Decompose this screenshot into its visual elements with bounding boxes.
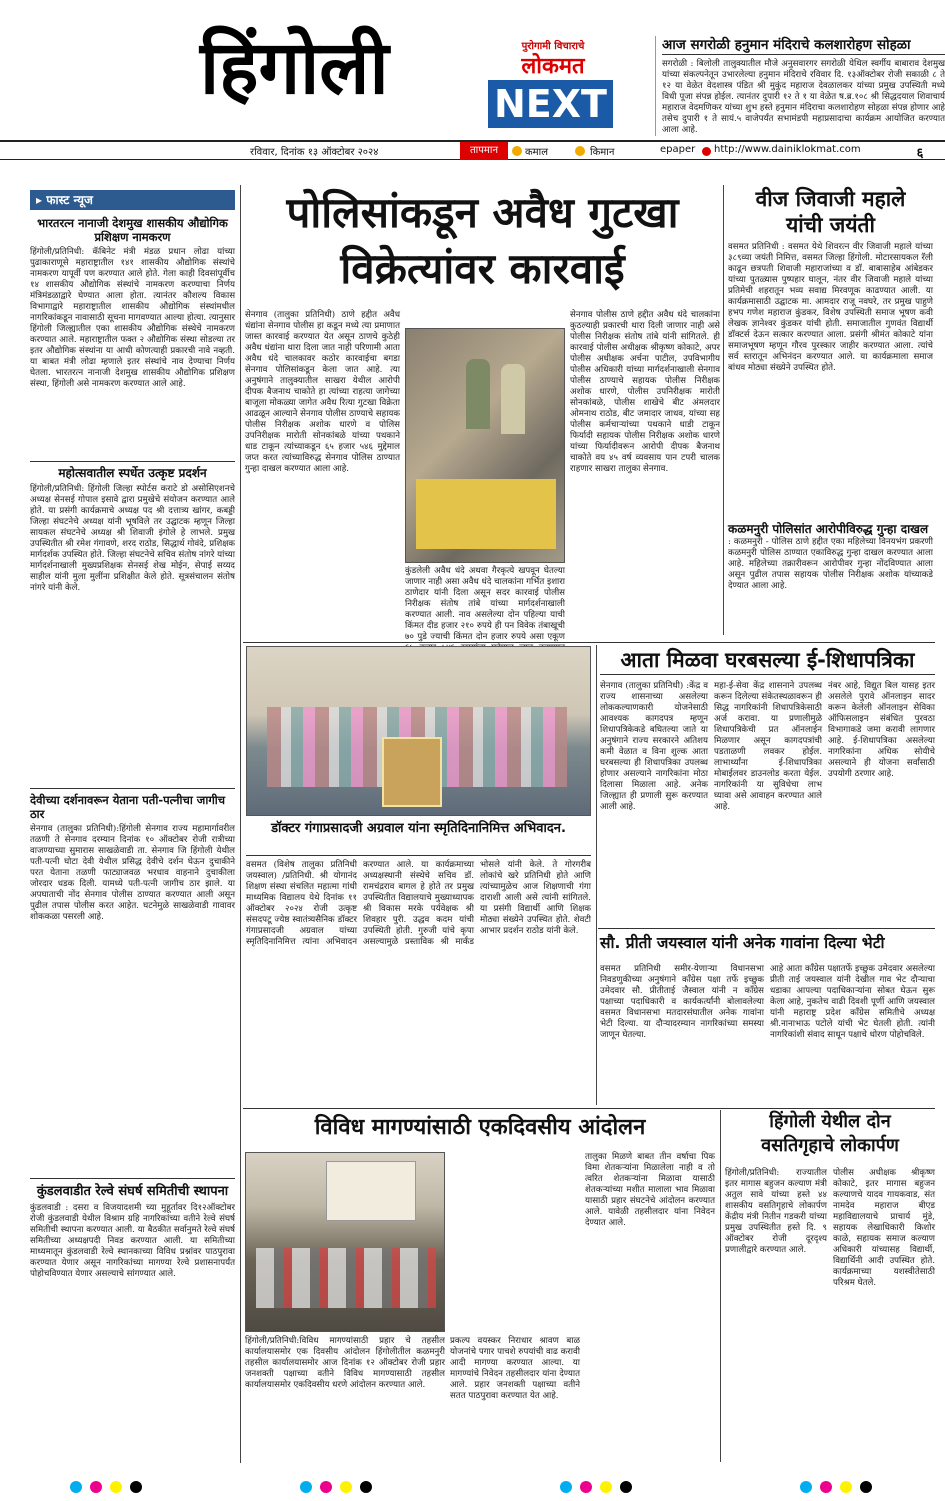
lead-photo [405, 328, 565, 563]
kalamnuri-story [728, 522, 933, 640]
birth-headline-2: यांची जयंती [786, 213, 875, 237]
andolan-col-3: तालुका मिळणे बाबत तीन वर्षाचा पिक विमा शेतकऱ्यांना मिळालेला नाही व तो त्वरित शेतकऱ्यांना मिळावा यासाठी शेतकऱ्यांच्या मशीत मालाला भाव मिळावा यासाठी प्रहार संघटनेचे आंदोलन करण्यात आले. यावेळी तहसीलदार यांना निवेदन देण्यात आले. [585, 1152, 715, 1228]
website-url[interactable]: http://www.dainiklokmat.com [714, 144, 861, 155]
protest-photo [245, 1152, 445, 1332]
news-body: कुंडलवाडी : दसरा व विजयादशमी च्या मुहूर्तावर दि१२ऑक्टोबर रोजी कुंडलवाडी येथील विश्राम ग्रहि नागरिकांच्या वतीने रेल्वे संघर्ष समितीची स्थापना करण्यात आली. या बैठकीत सर्वानुमते रेल्वे संघर्ष समितीच्या अध्यक्षपदी निवड करण्यात आली. या समितीच्या माध्यमातून कुंडलवाडी रेल्वे स्थानकाच्या विविध प्रश्नांवर पाठपुरावा करण्यात येणार असून नागरिकांच्या मागण्या रेल्वे प्रशासनापर्यंत पोहोचविण्यात येणार असल्याचे सांगण्यात आले. [30, 1203, 235, 1279]
news-headline: महोत्सवातील स्पर्धेत उत्कृष्ट प्रदर्शन [58, 466, 207, 480]
preeti-headline: सौ. प्रीती जयस्वाल यांनी अनेक गावांना दिल्या भेटी [600, 934, 885, 952]
news-headline: कुंडलवाडीत रेल्वे संघर्ष समितीची स्थापना [36, 1184, 229, 1199]
news-headline: देवीच्या दर्शनावरून येताना पती-पत्नीचा जागीच ठार [30, 793, 226, 821]
andolan-story [245, 1110, 715, 1465]
sun-icon [512, 146, 522, 156]
globe-icon [702, 147, 711, 156]
paper-title: हिंगोली [200, 25, 389, 111]
news-body: हिंगोली/प्रतिनिधी: हिंगोली जिल्हा स्पोर्टस कराटे डो असोसिएशनचे अध्यक्ष सेनसई गोपाल इसावे द्वारा प्रमुखेचे संयोजन करण्यात आले होते. या प्रसंगी कार्यक्रमाचे अध्यक्ष पद श्री दत्तात्र्य खांगर, कबड्डी जिल्हा संघटनेचे अध्यक्ष यांनी भूषविले तर उद्घाटक म्हणून जिल्हा सायकल संघटनेचे अध्यक्ष श्री शिवाजी इंगोले हे लाभले. प्रमुख उपस्थितीत श्री रमेश गंगावणे, शरद राठोड, सिद्धार्थ गोवंदे, प्रशिक्षक मार्गदर्शक उपस्थित होते. जिल्हा संघटनेचे सचिव संतोष नांगरे यांच्या मार्गदर्शनाखाली मुख्यप्रशिक्षक सेनसई शेख मोईन, सेपाई सय्यद साहील यांनी मुला मुलींना प्रशिक्षीत केले होते. सूत्रसंचालन संतोष नांगरे यांनी केले. [30, 484, 235, 593]
brand-tagline: पुरोगामी विचाराचे [521, 41, 585, 52]
e-ration-col-2: महा-ई-सेवा केंद्र शासनाने उपलब्ध करून दिलेल्या संकेतस्थळावरून ही सिद्ध नागरिकांनी शिधापत्रिकेसाठी अर्ज करावा. या प्रणालीमुळे शिधापत्रिकेची प्रत ऑनलाईन मिळणार असून कागदपत्रांची पडताळणी लवकर होईल. लाभार्थ्यांना ई-शिधापत्रिका मोबाईलवर डाउनलोड करता येईल. नागरिकांनी या सुविधेचा लाभ घ्यावा असे आवाहन करण्यात आले आहे. [714, 681, 822, 812]
kalamnuri-body: : कळमनुरी - पोलिस ठाणे हद्दीत एका महिलेच्या विनयभंग प्रकरणी कळमनुरी पोलिस ठाण्यात एकाविरुद्ध गुन्हा दाखल करण्यात आला आहे. महिलेच्या तक्रारीवरून आरोपीवर गुन्हा नोंदविण्यात आला असून पुढील तपास सहायक पोलीस निरीक्षक अशोक यांच्याकडे देण्यात आला आहे. [728, 537, 933, 591]
felicitation-photo [246, 646, 591, 816]
lead-column-1: सेनगाव (तालुका प्रतिनिधी) ठाणे हद्दीत अवैध धंद्यांना सेनगाव पोलीस हा कडून मध्ये त्या प्रमाणात जास्त कारवाई करण्यात येत असून ठाणचे कुठेही अवैध धंद्यांना थारा दिला जात नाही परिणामी आता अवैध धंदे चालकावर कठोर कारवाईचा बगडा सेनगाव पोलिसांकडून केला जात आहे. त्या अनुषंगाने तालुक्यातील साखरा येथील आरोपी दीपक बैजनाथ चाकोते हा त्यांच्या राहत्या जागेच्या बाजूला मोकळ्या जागेत अवैध रित्या गुटखा विक्रेता आढळून आल्याने सेनगाव पोलीस ठाण्याचे सहायक पोलीस निरीक्षक अशोक धारणे व पोलिस उपनिरीक्षक मारोती सोनकांबळे यांच्या पथकाने धाड टाकून त्यांच्याकडून ६५ हजार ५४६ मुद्देमाल जप्त करत त्यांच्याविरुद्ध सेनगाव पोलिस ठाण्यात गुन्हा दाखल करण्यात आला आहे. [245, 310, 400, 474]
top-story-body: सगरोळी : बिलोली तालुक्यातील मौजे अनुसवारगर सगरोळी येथिल स्वर्गीय बाबाराव देशमुख यांच्या संकल्पनेतून उभारलेल्या हनुमान मंदिराचे रविवार दि. १३ऑक्टोबर रोजी सकाळी ८ ते १२ या वेळेत वेदशास्त्र पंडित श्री मुकुंद महाराज देवळालकर यांच्या प्रमुख उपस्थिती मध्ये विधी पूजा संपन्न होईल. त्यानंतर दुपारी १२ ते १ या वेळेत ष.ब्र.१०८ श्री सिद्धदयाल शिवाचार्य महाराज वेदमणिकर यांच्या शुभ हस्ते हनुमान मंदिराचा कलशारोहण सोहळा संपन्न होणार आहे तसेच दुपारी १ ते सायं.५ वाजेपर्यंत सभामंडपी महाप्रसादाचा कार्यक्रम आयोजित करण्यात आला आहे. [662, 59, 945, 135]
news-body: सेनगाव (तालुका प्रतिनिधी):हिंगोली सेनगाव राज्य महामार्गावरील तळणी ते सेनगाव दरम्यान दिनांक १० ऑक्टोबर रोजी रात्रीच्या वाजण्याच्या सुमारास साखळेवाडी ता. सेनगाव जि हिंगोली येथील पती-पत्नी घोटा देवी येथील प्रसिद्ध देवीचे दर्शन घेऊन दुचाकीने परत येताना तळणी फाट्याजवळ भरधाव वाहनाने दुचाकीला जोरदार धडक दिली. यामध्ये पती-पत्नी जागीच ठार झाले. या अपघाताची नोंद सेनगाव पोलीस ठाण्यात करण्यात आली असून पुढील तपास पोलीस करत आहेत. घटनेमुळे साखळेवाडी गावावर शोककळा पसरली आहे. [30, 824, 235, 922]
e-ration-col-3: नंबर आहे, विद्युत बिल यासह इतर असलेले पुरावे ऑनलाइन सादर करून केलेली ऑनलाइन सेविका ऑफिसलाइन संबंधित पुरवठा विभागाकडे जमा करावी लागणार आहे. ई-शिधापत्रिका असलेल्या नागरिकांना अधिक सोयीचे असल्याने ही योजना सर्वांसाठी उपयोगी ठरणार आहे. [828, 681, 935, 779]
date-bar [0, 140, 945, 160]
birth-headline-1: वीज जिवाजी महाले [755, 187, 906, 211]
hostel-col-1: हिंगोली/प्रतिनिधी: राज्यातील इतर मागास बहुजन कल्याण मंत्री अतुल सावे यांच्या हस्ते ४४ शासकीय वसतिगृहाचे लोकार्पण केंद्रीय मंत्री नितीन गडकरी यांच्या प्रमुख उपस्थितीत हस्ते दि. ९ ऑक्टोबर रोजी दूरदृश्य प्रणालीद्वारे करण्यात आले. [725, 1168, 827, 1255]
e-ration-col-1: सेनगाव (तालुका प्रतिनिधी) :केंद्र व राज्य शासनाच्या असलेल्या लोककल्याणकारी योजनेसाठी आवश्यक कागदपत्र म्हणून शिधापत्रिकेकडे बघितल्या जाते या अनुषंगाने राज्य सरकारने अतिशय कमी वेळात व विना शुल्क आता घरबसल्या ही शिधापत्रिका उपलब्ध होणार असल्याने नागरिकांना मोठा दिलासा मिळाला आहे. अनेक जिल्ह्यात ही प्रणाली सुरू करण्यात आली आहे. [600, 681, 708, 812]
temp-min: किमान [590, 147, 615, 158]
hostel-col-2: पोलीस अधीक्षक श्रीकृष्ण कोकाटे, इतर मागास बहुजन कल्याणचे यादव गायकवाड, संत नामदेव महाराज बीएड महाविद्यालयाचे प्राचार्य मुंडे, सहायक लेखाधिकारी किशोर काळे, सहायक समाज कल्याण अधिकारी यांच्यासह विद्यार्थी, विद्यार्थिनी आदी उपस्थित होते. कार्यक्रमाच्या यशस्वीतेसाठी परिश्रम घेतले. [833, 1168, 935, 1288]
andolan-col-2: प्रकल्प वयस्कर निराधार श्रावण बाळ योजनांचे पगार पाचशे रुपयांची वाढ करावी आदी मागण्या करण्यात आल्या. या मागण्यांचे निवेदन तहसीलदार यांना देण्यात आले. प्रहार जनशक्ती पक्षाच्या वतीने सतत पाठपुरावा करण्यात येत आहे. [450, 1336, 580, 1401]
preeti-col-1: वसमत प्रतिनिधी समीर-येणाऱ्या विधानसभा निवडणुकीच्या अनुषंगाने काँग्रेस पक्षा तर्फे इच्छुक उमेदवार सौ. प्रीतीताई जैस्वाल यांनी न काँग्रेस पक्षाच्या पदाधिकारी व कार्यकर्त्यांनी बोलावलेल्या वसमत विधानसभा मतदारसंघातील अनेक गावांना भेटी दिल्या. या दौऱ्यादरम्यान नागरिकांच्या समस्या जाणून घेतल्या. [600, 964, 764, 1040]
epaper-label: epaper [660, 144, 696, 155]
andolan-col-1: हिंगोली/प्रतिनिधी:विविध मागण्यांसाठी प्रहार चे तहसील कार्यालयासमोर एक दिवसीय आंदोलन हिंगोलीतील कळमनुरी तहसील कार्यालयासमोर आज दिनांक १२ ऑक्टोबर रोजी प्रहार जनशक्ती पक्षाच्या वतीने विविध मागण्यासाठी तहसील कार्यालयासमोर एकदिवसीय धरणे आंदोलन करण्यात आले. [245, 1336, 445, 1390]
e-ration-story [600, 645, 935, 925]
news-item [30, 466, 235, 784]
agrawal-story-body: वसमत (विशेष तालुका प्रतिनिधी जयस्वाल) /प्रतिनिधी. श्री योगानंद शिक्षण संस्था संचलित महात्मा गांधी माध्यमिक विद्यालय येथे दिनांक ११ ऑक्टोबर २०२४ रोजी उत्कृष्ट संसदपटू ज्येष्ठ स्वातंत्र्यसैनिक डॉक्टर गंगाप्रसादजी अग्रवाल यांच्या स्मृतिदिनानिमित्त त्यांना अभिवादन करण्यात आले. या कार्यक्रमाच्या अध्यक्षस्थानी संस्थेचे सचिव डॉ. रामचंद्रराव बागल हे होते तर प्रमुख उपस्थितीत विद्यालयाचे मुख्याध्यापक श्री विकास मरके पर्यवेक्षक श्री शिवहार पुरी. उद्धव कदम यांची उपस्थिती होती. गुरुजी यांचे कृपा असल्यामुळे प्रस्ताविक श्री मार्कंड भोसले यांनी केले. ते गोरगरीब लोकांचे खरे प्रतिनिधी होते आणि त्यांच्यामुळेच आज शिक्षणाची गंगा दाराशी आली असे त्यांनी सांगितले. या प्रसंगी विद्यार्थी आणि शिक्षक मोठ्या संख्येने उपस्थित होते. शेवटी आभार प्रदर्शन राठोड यांनी केले. [246, 860, 591, 947]
lead-headline-2: विक्रेत्यांवर कारवाई [340, 244, 625, 293]
chevron-icon: ▸ [36, 193, 47, 207]
top-story-headline: आज सगरोळी हनुमान मंदिराचे कलशारोहण सोहळा [662, 36, 945, 55]
masthead [0, 0, 945, 140]
issue-date: रविवार, दिनांक १३ ऑक्टोबर २०२४ [250, 147, 379, 158]
news-item [30, 216, 235, 457]
brand-logo: लोकमत [521, 54, 585, 79]
lead-headline-1: पोलिसांकडून अवैध गुटखा [286, 188, 679, 237]
news-item [30, 793, 235, 1174]
preeti-col-2: आहे आता काँग्रेस पक्षातर्फे इच्छुक उमेदवार असलेल्या प्रीती ताई जयस्वाल यांनी देखील गाव भेट दौऱ्याचा धडाका आपल्या पदाधिकाऱ्यांना सोबत घेऊन सुरू केला आहे, नुकतेच वाढी दिवशी पूर्णी आणि जयस्वाल यांनी महाराष्ट्र प्रदेश काँग्रेस समितीचे अध्यक्ष श्री.नानाभाऊ पटोले यांची भेट घेतली होती. त्यांनी नागरिकांशी संवाद साधून पक्षाचे धोरण पोहोचविले. [770, 964, 935, 1040]
photo-caption: डॉक्टर गंगाप्रसादजी अग्रवाल यांना स्मृतिदिनानिमित्त अभिवादन. [246, 820, 591, 856]
news-body: हिंगोली/प्रतिनिधी: कॅबिनेट मंत्री मंडळ प्रधान लोढा यांच्या पुढाकाराणूसे महाराष्ट्रातील १४१ शासकीय औद्योगिक संस्थांचे नामकरण यापूर्वी पण करण्यात आले होते. गेला काही दिवसांपूर्वीच १४ शासकीय औद्योगिक संस्थांचे नामकरण करण्याचा निर्णय मंत्रिमंडळाद्वारे घेण्यात आला होता. त्यानंतर कौशल्य विकास विभागाद्वारे महाराष्ट्रातील शासकीय औद्योगिक संस्थांमधील नागरिकांकडून नावासाठी सूचना मागवण्यात आल्या होत्या. त्यानुसार हिंगोली जिल्ह्यातील एका शासकीय औद्योगिक संस्थेचे नामकरण करण्यात आले. महाराष्ट्रातील फक्त २ औद्योगिक संस्था सोडल्या तर इतर औद्योगिक संस्थांना या आधी कोणत्याही प्रकारची नावे नव्हती. या बाबत मंत्री लोढा म्हणाले इतर संस्थांचे नाव देण्याचा निर्णय घेतला. भारतरत्न नानाजी देशमुख शासकीय औद्योगिक प्रशिक्षण संस्था, हिंगोली असे नामकरण करण्यात आले आहे. [30, 247, 235, 389]
fast-news-banner [30, 190, 235, 210]
hostel-story [725, 1110, 935, 1465]
top-story [655, 36, 945, 136]
lead-column-3: सेनगाव पोलीस ठाणे हद्दीत अवैध धंदे चालकांना कुठल्याही प्रकारची थारा दिली जाणार नाही असे पोलीस निरीक्षक संतोष तांबे यांनी सांगितले. ही कारवाई पोलीस अधीक्षक श्रीकृष्ण कोकाटे, अपर पोलीस अधीक्षक अर्चना पाटील, उपविभागीय पोलीस अधिकारी यांच्या मार्गदर्शनाखाली सेनगाव पोलीस ठाण्याचे सहायक पोलीस निरीक्षक अशोक धारणे, पोलीस उपनिरीक्षक मारोती सोनकांबळे, पोलीस शाखेचे बीट अंमलदार ओमनाथ राठोड, बीट जमादार जाधव, यांच्या सह पोलीस कर्मचाऱ्यांच्या पथकाने धाडी टाकून फिर्यादी सहायक पोलीस निरीक्षक अशोक धारणे यांच्या फिर्यादीवरून आरोपी दीपक बैजनाथ चाकोते वय ४५ वर्ष व्यवसाय पान टपरी चालक राहणार साखरा तालुका सेनगाव. [570, 310, 720, 474]
fast-news-label: फास्ट न्यूज [46, 193, 93, 207]
fast-news-column [30, 190, 235, 1462]
birth-body: वसमत प्रतिनिधी : वसमत येथे शिवरत्न वीर जिवाजी महाले यांच्या ३८९व्या जयंती निमित्त, वसमत जिल्हा हिंगोली. मोटारसायकल रॅली काढून छत्रपती शिवाजी महाराजांच्या व डॉ. बाबासाहेब आंबेडकर यांच्या पुतळ्यास पुष्पहार घालून, नंतर वीर जिवाजी महाले यांच्या प्रतिमेची शहरातून भव्य सवाद्य मिरवणूक काढण्यात आली. या कार्यक्रमासाठी उद्घाटक मा. आमदार राजू नवघरे, तर प्रमुख पाहुणे हभप गणेश महाराज कुंडकर, विशेष उपस्थिती समाज भूषण कवी लेखक ज्ञानेश्वर कुंडकर यांची होती. समाजातील गुणवंत विद्यार्थी डॉक्टर्स देऊन सत्कार करण्यात आला. प्रसंगी श्रीमंत कोकाटे यांना समाजभूषण म्हणून गौरव पुरस्कार जाहीर करण्यात आला. त्यांचे सर्व स्तरातून अभिनंदन करण्यात आले. या कार्यक्रमाला समाज बांधव मोठ्या संख्येने उपस्थित होते. [728, 242, 933, 373]
kalamnuri-headline: कळमनुरी पोलिसांत आरोपीविरुद्ध गुन्हा दाखल [728, 522, 929, 536]
lead-story [245, 186, 720, 641]
print-registration-marks [0, 1475, 945, 1501]
andolan-headline: विविध मागण्यांसाठी एकदिवसीय आंदोलन [314, 1115, 646, 1140]
e-ration-headline: आता मिळवा घरबसल्या ई-शिधापत्रिका [600, 645, 935, 675]
temp-max: कमाल [525, 147, 549, 158]
preeti-story [600, 930, 935, 1102]
lead-column-2: कुंडलेली अवैध धंदे अथवा गैरकृत्ये खपवून घेतल्या जाणार नाही असा अवैध धंदे चालकांना गर्भित इशारा ठाणेदार यांनी दिला असून सदर कारवाई पोलीस निरीक्षक संतोष तांबे यांच्या मार्गदर्शनाखाली करण्यात आली. नाव असलेल्या दोन पहिल्या याची किंमत दीड हजार २१० रुपये ही पन विवेक तंबाखूची ७० पुडे ज्याची किंमत दोन हजार रुपये असा एकूण [405, 566, 565, 642]
news-item [30, 1183, 235, 1373]
next-logo: NEXT [488, 80, 613, 128]
temperature-label: तापमान [460, 142, 508, 160]
page-number: ६ [916, 146, 924, 161]
hostel-headline-2: वसतिगृहाचे लोकार्पण [761, 1135, 899, 1156]
news-headline: भारतरत्न नानाजी देशमुख शासकीय औद्योगिक प्रशिक्षण नामकरण [37, 216, 228, 244]
moon-icon [575, 146, 585, 156]
hostel-headline-1: हिंगोली येथील दोन [769, 1111, 891, 1132]
birth-anniversary-story [728, 186, 933, 521]
